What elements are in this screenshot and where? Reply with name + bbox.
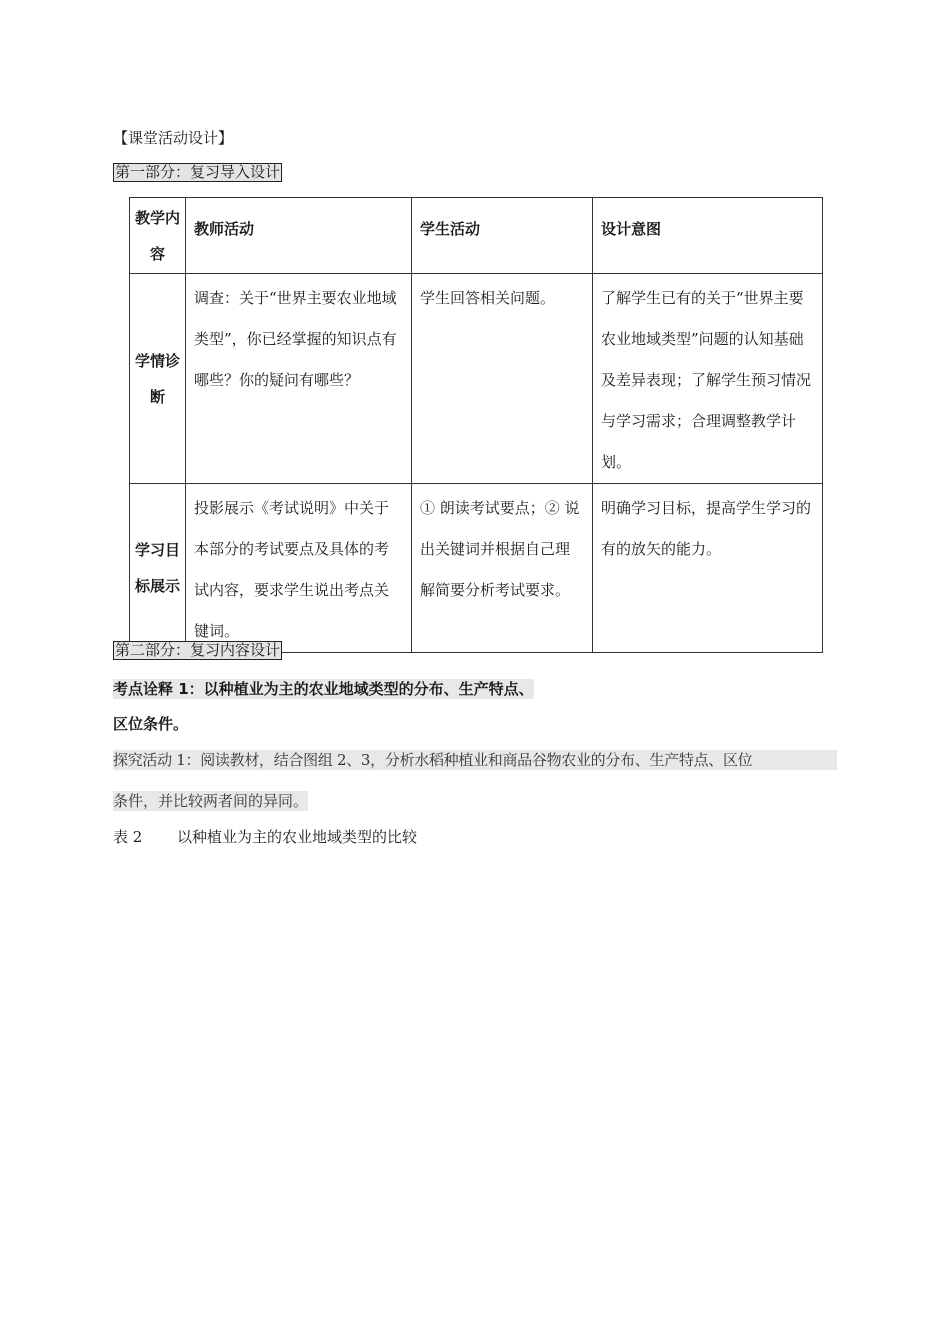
table-row [130, 274, 823, 484]
row1-content: 学情诊断 [134, 351, 180, 406]
header-teacher-cell [186, 198, 412, 274]
table-header-row [130, 198, 823, 274]
table-row [130, 484, 823, 653]
table2-title: 以种植业为主的农业地域类型的比较 [177, 828, 418, 846]
activity-line1: 探究活动 1：阅读教材，结合图组 2、3，分析水稻种植业和商品谷物农业的分布、生产特点、区位 [113, 750, 837, 770]
header-student-cell [412, 198, 593, 274]
row2-content: 学习目标展示 [134, 541, 180, 595]
header-content-cell [130, 198, 186, 274]
row2-teacher: 投影展示《考试说明》中关于本部分的考试要点及具体的考试内容，要求学生说出考点关键词。 [194, 499, 390, 640]
row1-student: 学生回答相关问题。 [420, 289, 556, 307]
part1-title: 第一部分：复习导入设计 [115, 163, 281, 181]
kaodian-line2: 区位条件。 [113, 715, 189, 733]
activity-design-table [129, 197, 823, 653]
activity-line2: 条件，并比较两者间的异同。 [113, 792, 309, 810]
section-heading: 【课堂活动设计】 [113, 129, 234, 147]
row2-intent: 明确学习目标，提高学生学习的有的放矢的能力。 [601, 499, 812, 558]
header-content: 教学内容 [134, 209, 180, 263]
row2-intent-cell [593, 484, 823, 653]
row2-student-cell [412, 484, 593, 653]
row1-intent-cell [593, 274, 823, 484]
header-intent: 设计意图 [601, 220, 662, 238]
header-teacher: 教师活动 [194, 220, 255, 238]
row1-content-cell [130, 274, 186, 484]
table2-label: 表 2 [113, 828, 143, 846]
header-intent-cell [593, 198, 823, 274]
row1-intent: 了解学生已有的关于“世界主要农业地域类型”问题的认知基础及差异表现；了解学生预习情况与学习需求；合理调整教学计划。 [601, 289, 812, 471]
row1-teacher-cell [186, 274, 412, 484]
part2-title: 第二部分：复习内容设计 [115, 641, 281, 659]
row1-teacher: 调查：关于“世界主要农业地域类型”，你已经掌握的知识点有哪些？你的疑问有哪些？ [194, 289, 397, 389]
kaodian-line1: 考点诠释 1：以种植业为主的农业地域类型的分布、生产特点、 [113, 680, 534, 698]
header-student: 学生活动 [420, 220, 481, 238]
row2-student: ① 朗读考试要点；② 说出关键词并根据自己理解简要分析考试要求。 [420, 499, 580, 599]
row1-student-cell [412, 274, 593, 484]
row2-teacher-cell [186, 484, 412, 653]
row2-content-cell [130, 484, 186, 653]
